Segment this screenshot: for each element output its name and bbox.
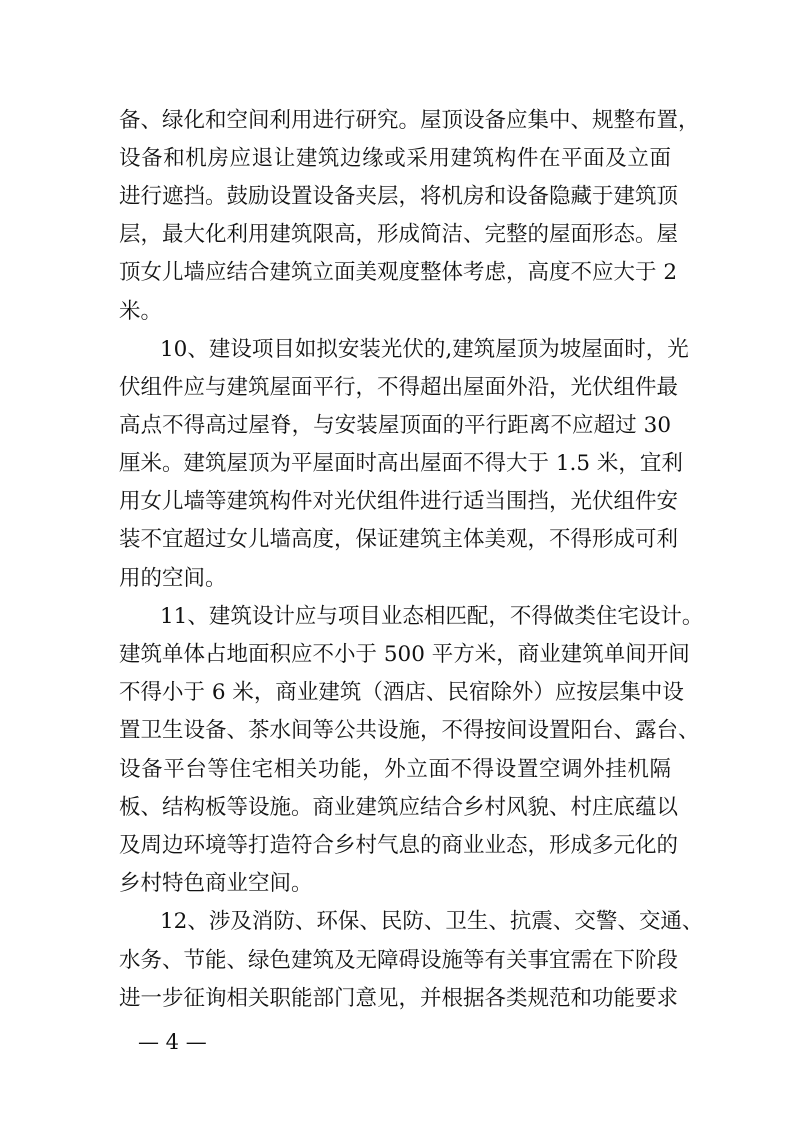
paragraph-11-line-1: 11、建筑设计应与项目业态相匹配，不得做类住宅设计。 [160, 604, 704, 629]
text-line-10: 厘米。建筑屋顶为平屋面时高出屋面不得大于 1.5 米，宜利 [119, 451, 683, 476]
text-line-17: 置卫生设备、茶水间等公共设施，不得按间设置阳台、露台、 [119, 718, 700, 743]
text-line-18: 设备平台等住宅相关功能，外立面不得设置空调外挂机隔 [119, 757, 671, 782]
page-number: — 4 — [138, 1030, 207, 1054]
text-line-11: 用女儿墙等建筑构件对光伏组件进行适当围挡，光伏组件安 [119, 489, 679, 514]
text-line-4: 层，最大化利用建筑限高，形成简洁、完整的屋面形态。屋 [119, 222, 679, 247]
text-line-24: 进一步征询相关职能部门意见，并根据各类规范和功能要求 [119, 986, 679, 1011]
text-line-6: 米。 [119, 299, 163, 324]
text-line-2: 设备和机房应退让建筑边缘或采用建筑构件在平面及立面 [119, 146, 671, 171]
text-line-12: 装不宜超过女儿墙高度，保证建筑主体美观，不得形成可利 [119, 527, 679, 552]
text-line-16: 不得小于 6 米，商业建筑（酒店、民宿除外）应按层集中设 [119, 680, 684, 705]
text-line-3: 进行遮挡。鼓励设置设备夹层，将机房和设备隐藏于建筑顶 [119, 184, 679, 209]
text-line-13: 用的空间。 [119, 566, 227, 591]
text-line-15: 建筑单体占地面积应不小于 500 平方米，商业建筑单间开间 [119, 642, 690, 667]
text-line-23: 水务、节能、绿色建筑及无障碍设施等有关事宜需在下阶段 [119, 948, 679, 973]
paragraph-12-line-1: 12、涉及消防、环保、民防、卫生、抗震、交警、交通、 [160, 909, 704, 934]
text-line-19: 板、结构板等设施。商业建筑应结合乡村风貌、村庄底蕴以 [119, 795, 679, 820]
text-line-5: 顶女儿墙应结合建筑立面美观度整体考虑，高度不应大于 2 [119, 260, 678, 285]
text-line-21: 乡村特色商业空间。 [119, 871, 313, 896]
text-line-20: 及周边环境等打造符合乡村气息的商业业态，形成多元化的 [119, 833, 679, 858]
paragraph-10-line-1: 10、建设项目如拟安装光伏的,建筑屋顶为坡屋面时，光 [160, 337, 689, 362]
text-line-1: 备、绿化和空间利用进行研究。屋顶设备应集中、规整布置， [119, 108, 700, 133]
text-line-8: 伏组件应与建筑屋面平行，不得超出屋面外沿，光伏组件最 [119, 375, 679, 400]
text-line-9: 高点不得高过屋脊，与安装屋顶面的平行距离不应超过 30 [119, 413, 671, 438]
